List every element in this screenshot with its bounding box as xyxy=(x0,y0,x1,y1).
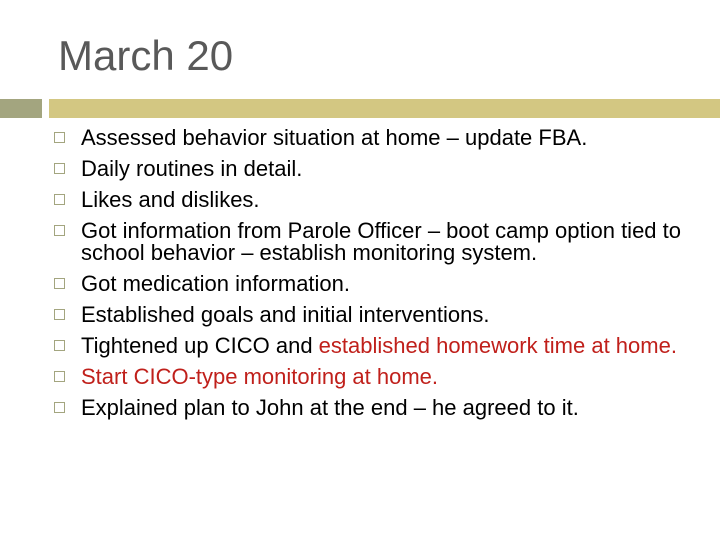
bullet-item xyxy=(54,158,704,180)
bullet-text: Assessed behavior situation at home – update FBA. xyxy=(81,125,588,150)
bullet-text: Daily routines in detail. xyxy=(81,156,303,181)
title-divider-left xyxy=(0,99,42,118)
hollow-square-icon xyxy=(54,371,65,382)
bullet-item xyxy=(54,397,704,419)
bullet-text: Got medication information. xyxy=(81,271,351,296)
bullet-highlight-text: established homework time at home. xyxy=(318,333,677,358)
bullet-item xyxy=(54,220,704,264)
bullet-text: Explained plan to John at the end – he agreed to it. xyxy=(81,395,579,420)
bullet-item xyxy=(54,273,704,295)
bullet-text: Likes and dislikes. xyxy=(81,187,260,212)
bullet-item xyxy=(54,335,704,357)
bullet-item xyxy=(54,189,704,211)
hollow-square-icon xyxy=(54,132,65,143)
hollow-square-icon xyxy=(54,278,65,289)
slide-title: March 20 xyxy=(58,32,234,79)
bullet-text: Got information from Parole Officer – boot camp option tied to school behavior – establish monitoring system. xyxy=(81,218,682,265)
hollow-square-icon xyxy=(54,194,65,205)
hollow-square-icon xyxy=(54,163,65,174)
bullet-text: Tightened up CICO and xyxy=(81,333,319,358)
bullet-item xyxy=(54,304,704,326)
bullet-item xyxy=(54,366,704,388)
hollow-square-icon xyxy=(54,225,65,236)
title-divider-right xyxy=(49,99,720,118)
bullet-list xyxy=(54,127,704,428)
bullet-highlight-text: Start CICO-type monitoring at home. xyxy=(81,364,439,389)
hollow-square-icon xyxy=(54,309,65,320)
hollow-square-icon xyxy=(54,402,65,413)
bullet-item xyxy=(54,127,704,149)
hollow-square-icon xyxy=(54,340,65,351)
bullet-text: Established goals and initial interventions. xyxy=(81,302,490,327)
